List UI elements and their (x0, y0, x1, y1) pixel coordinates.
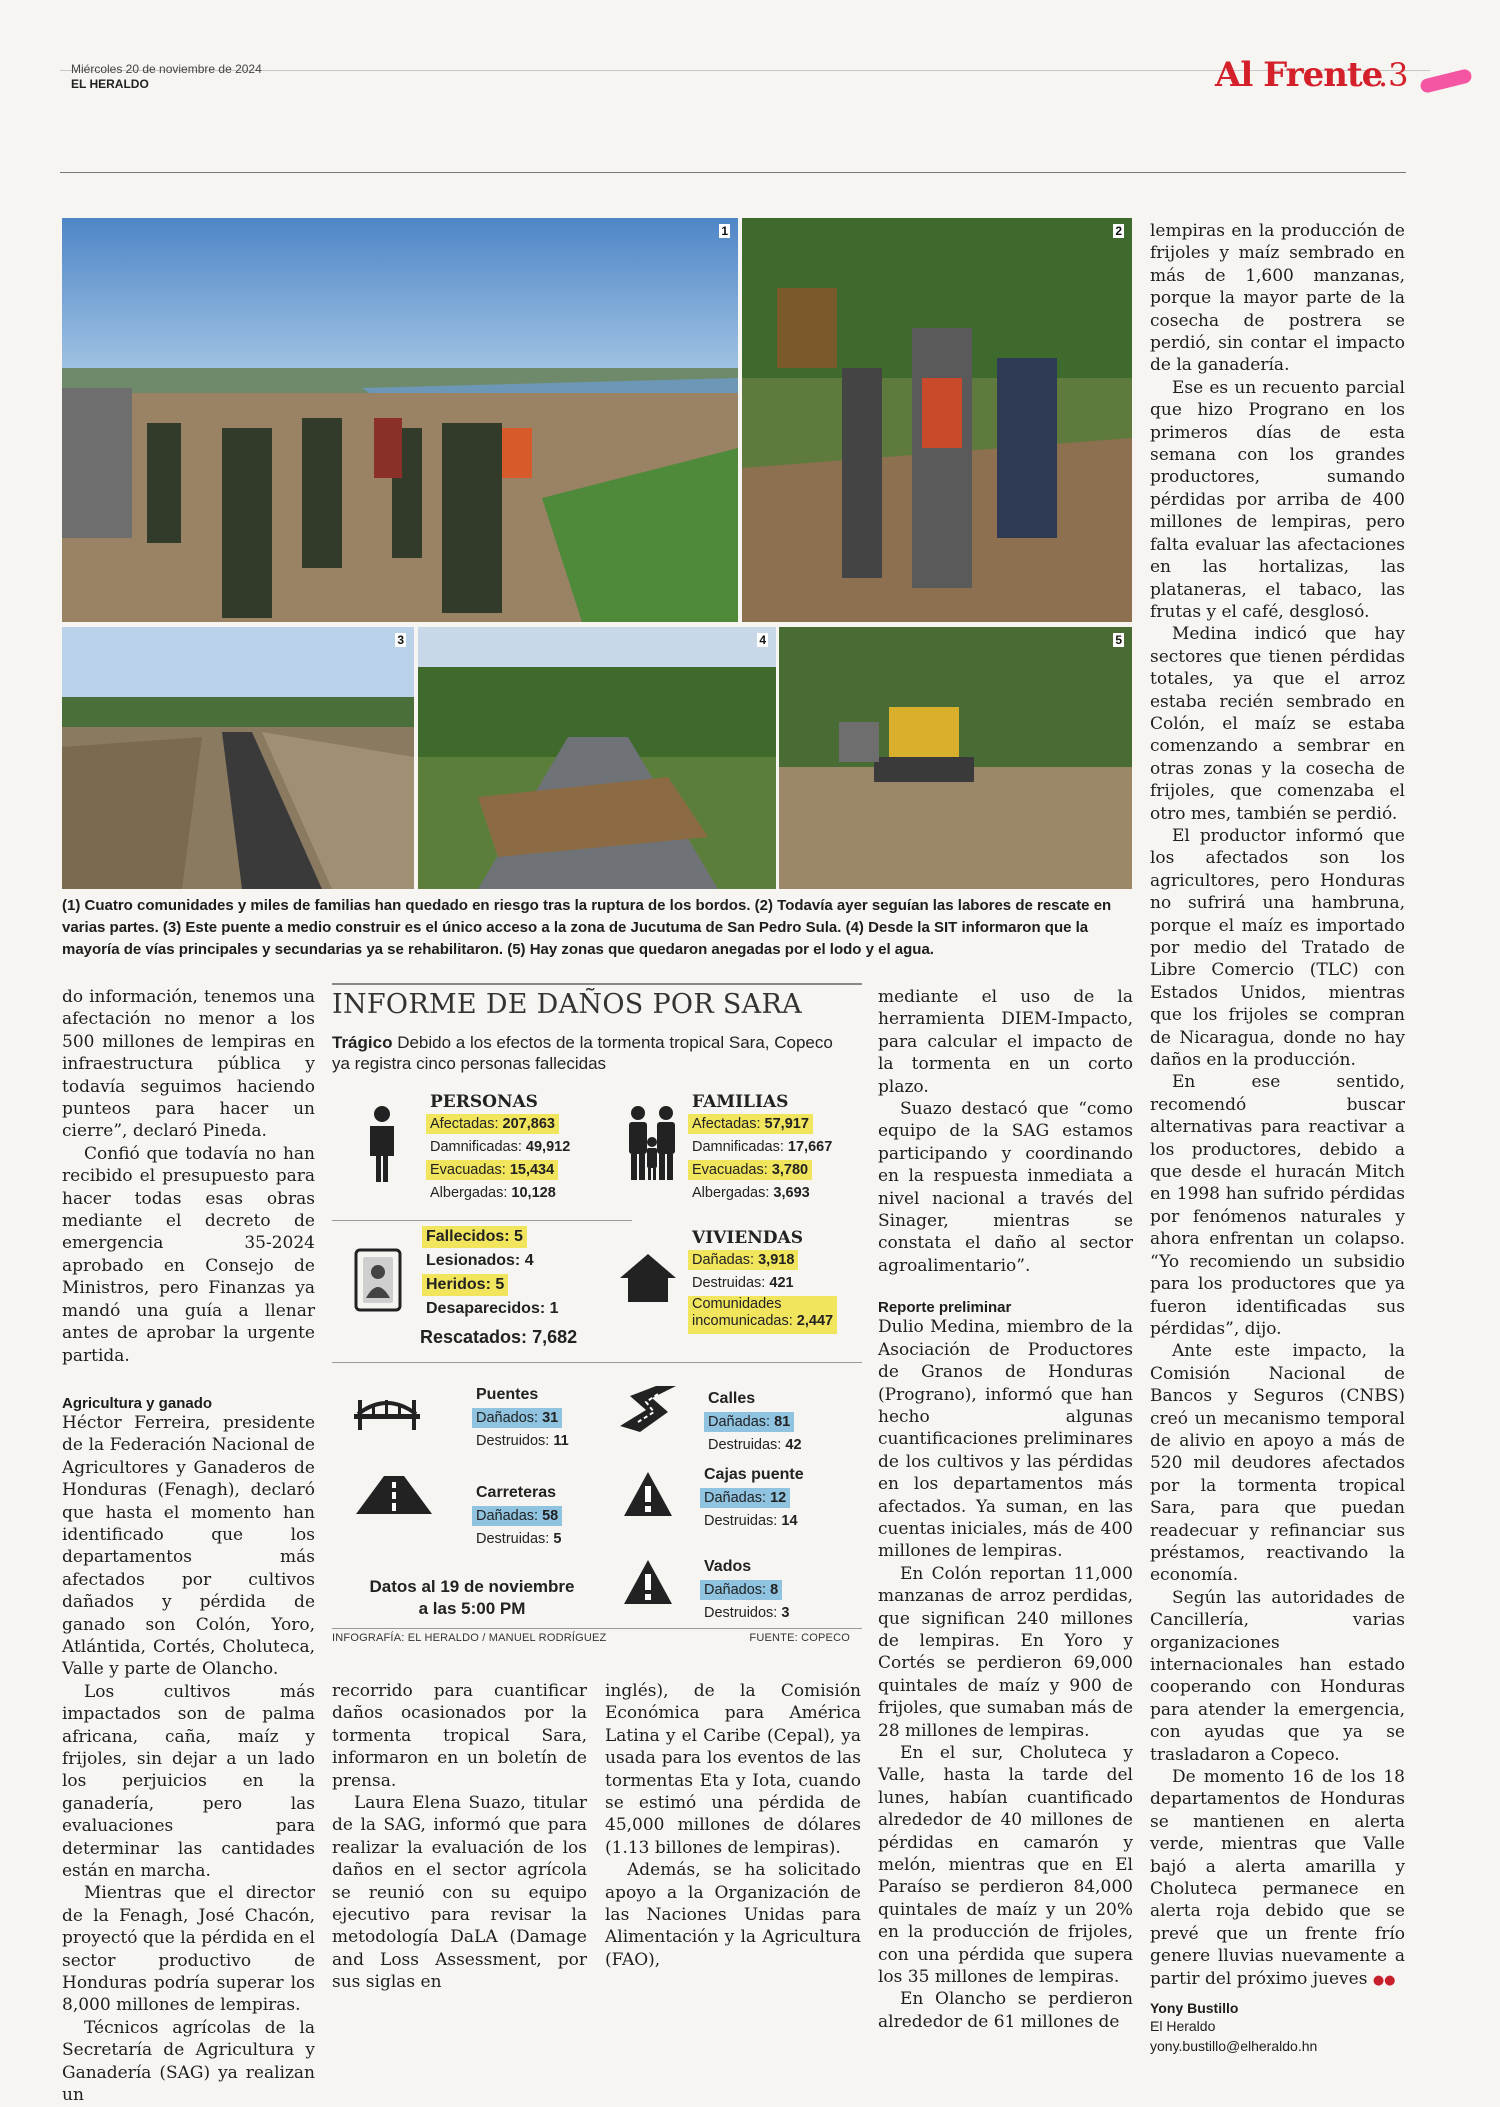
photo-1-flood-soldiers (62, 218, 738, 622)
puentes-title: Puentes (476, 1386, 539, 1403)
author-outlet: El Heraldo (1150, 2018, 1216, 2035)
carreteras-destruidas: Destruidas: 5 (476, 1531, 562, 1547)
personas-albergadas: Albergadas: 10,128 (430, 1185, 556, 1201)
person-icon (360, 1104, 404, 1184)
paragraph: Técnicos agrícolas de la Secretaría de Agricultura y Ganadería (SAG) ya realizan un (62, 2017, 315, 2106)
familias-evacuadas: Evacuadas: 3,780 (688, 1160, 812, 1180)
paragraph: En Olancho se perdieron alrededor de 61 millones de (878, 1989, 1133, 2032)
rescatados-stat: Rescatados: 7,682 (420, 1327, 578, 1347)
cajas-puente-title: Cajas puente (704, 1466, 804, 1483)
photo-5-bulldozer (779, 627, 1132, 889)
photo-number: 4 (759, 633, 766, 647)
puentes-destruidos: Destruidos: 11 (476, 1433, 569, 1449)
vados-title: Vados (704, 1558, 752, 1575)
vados-danados: Dañados: 8 (700, 1580, 782, 1600)
viviendas-destruidas: Destruidas: 421 (692, 1275, 794, 1291)
infographic-lead (332, 1032, 852, 1074)
vados-destruidos: Destruidos: 3 (704, 1605, 790, 1621)
paragraph: mediante el uso de la herramienta DIEM-Impacto, para calcular el impacto de la tormenta en un corto plazo. (878, 987, 1133, 1097)
paragraph: Medina indicó que hay sectores que tienen pérdidas totales, ya que el arroz estaba recién sembrado en Colón, el maíz se estaba comenzando a sembrar en otras zonas y la cosecha de frijoles, que comenzaba el otro mes, también se perdió. (1150, 624, 1405, 824)
family-icon (624, 1104, 680, 1184)
infographic-top-rule (332, 983, 862, 985)
article-column-5 (1150, 220, 1405, 2055)
paragraph-text: De momento 16 de los 18 departamentos de Honduras se mantienen en alerta verde, mientras que Valle bajó a alerta amarilla y Choluteca permanece en alerta roja debido que se prevé que un frente frío genere lluvias nuevamente a partir del próximo jueves (1150, 1767, 1405, 1989)
article-column-2 (332, 1680, 587, 1993)
page-number: .3 (1378, 56, 1409, 94)
paragraph: Los cultivos más impactados son de palma africana, caña, maíz y frijoles, sin dejar a un lado los perjuicios en la ganadería, pero las evaluaciones para determinar las cantidades están en marcha. (62, 1681, 315, 1882)
personas-title: PERSONAS (430, 1092, 538, 1112)
paragraph: En el sur, Choluteca y Valle, hasta la tarde del lunes, habían cuantificado alrededor de 40 millones de pérdidas en camarón y melón, mientras que en El Paraíso se perdieron 84,000 quintales de maíz y un 20% en la producción de frijoles, con una pérdida que supera los 35 millones de lempiras. (878, 1743, 1133, 1988)
paragraph: Suazo destacó que “como equipo de la SAG estamos participando y coordinando en la respuesta inmediata a nivel nacional a través del Sinager, mientras se constata el daño al sector agroalimentario”. (878, 1099, 1133, 1276)
warning-icon (622, 1470, 674, 1518)
article-column-1 (62, 986, 315, 2106)
street-icon (616, 1384, 680, 1434)
fallecidos-stat: Fallecidos: 5 (422, 1226, 527, 1248)
infographic-credit: INFOGRAFÍA: EL HERALDO / MANUEL RODRÍGUEZ (332, 1632, 607, 1644)
photo-3-bridge (62, 627, 414, 889)
author-email[interactable]: yony.bustillo@elheraldo.hn (1150, 2038, 1318, 2055)
comunidades-incomunicadas: Comunidades incomunicadas: 2,447 (688, 1296, 837, 1334)
photo-4-damaged-road (418, 627, 776, 889)
calles-danadas: Dañadas: 81 (704, 1412, 794, 1432)
paragraph: Laura Elena Suazo, titular de la SAG, informó que para realizar la evaluación de los daños en el sector agrícola se reunió con su equipo ejecutivo para revisar la metodología DaLA (Damage and Loss Assessment, por sus siglas en (332, 1793, 587, 1993)
desaparecidos-stat: Desaparecidos: 1 (426, 1300, 559, 1317)
personas-damnificadas: Damnificadas: 49,912 (430, 1139, 571, 1155)
paragraph: Además, se ha solicitado apoyo a la Organización de las Naciones Unidas para Alimentación y la Agricultura (FAO), (605, 1860, 861, 1970)
personas-afectadas: Afectadas: 207,863 (426, 1114, 559, 1134)
article-column-4 (878, 986, 1133, 2032)
paragraph: inglés), de la Comisión Económica para América Latina y el Caribe (Cepal), ya usada para los eventos de las tormentas Eta y Iota, cuando se estimó una pérdida de 45,000 millones de dólares (1.13 billones de lempiras). (605, 1681, 861, 1858)
paragraph: lempiras en la producción de frijoles y maíz sembrado en más de 1,600 manzanas, porque la mayor parte de la cosecha de postrera se perdió, sin contar el impacto de la ganadería. (1150, 221, 1405, 376)
issue-date: Miércoles 20 de noviembre de 2024 (71, 62, 262, 76)
calles-destruidas: Destruidas: 42 (708, 1437, 802, 1453)
section-title: Al Frente (1215, 55, 1383, 95)
paragraph: Héctor Ferreira, presidente de la Federación Nacional de Agricultores y Ganaderos de Honduras (Fenagh), declaró que hasta el momento han identificado que los departamentos más afectados por cultivos dañados y pérdida de ganado son Colón, Yoro, Atlántida, Cortés, Choluteca, Valle y parte de Olancho. (62, 1412, 315, 1680)
subheading-reporte: Reporte preliminar (878, 1299, 1012, 1317)
paragraph: do información, tenemos una afectación no menor a los 500 millones de lempiras en infraestructura pública y todavía seguimos haciendo punteos para hacer un cierre”, declaró Pineda. (62, 987, 315, 1142)
divider (332, 1220, 632, 1221)
paragraph: Ese es un recuento parcial que hizo Prograno en los primeros días de esta semana con los grandes productores, sumando pérdidas por arriba de 400 millones de lempiras, pero falta evaluar las afectaciones en las hortalizas, las plataneras, el tabaco, las frutas y el café, desglosó. (1150, 377, 1405, 622)
paragraph: Confió que todavía no han recibido el presupuesto para hacer todas esas obras mediante el decreto de emergencia 35-2024 aprobado en Consejo de Ministros, pero Finanzas ya mandó una guía a llenar antes de aprobar la urgente partida. (62, 1143, 315, 1366)
lesionados-stat: Lesionados: 4 (426, 1252, 534, 1269)
author-name: Yony Bustillo (1150, 2000, 1239, 2017)
portrait-frame-icon (354, 1248, 402, 1312)
calles-title: Calles (708, 1390, 756, 1407)
paragraph: En ese sentido, recomendó buscar alternativas para reactivar a los productores, debido a que desde el huracán Mitch en 1998 han sufrido pérdidas por fenómenos naturales y ahora enfrentan un colapso. “Yo recomiendo un subsidio para los productores que ya fueron identificadas sus pérdidas”, dijo. (1150, 1072, 1405, 1339)
photo-number: 2 (1115, 224, 1122, 238)
paragraph: Mientras que el director de la Fenagh, José Chacón, proyectó que la pérdida en el sector productivo de Honduras podría superar los 8,000 millones de lempiras. (62, 1883, 315, 2016)
paragraph: El productor informó que los afectados son los agricultores, pero Honduras no sufrirá una hambruna, porque el maíz es importado por medio del Tratado de Libre Comercio (TLC) con Estados Unidos, mientras que los frijoles se compran de Nicaragua, donde no hay daños en la producción. (1150, 825, 1405, 1071)
viviendas-title: VIVIENDAS (692, 1228, 803, 1248)
photo-number: 1 (721, 224, 728, 238)
familias-afectadas: Afectadas: 57,917 (688, 1114, 813, 1134)
infographic-source: FUENTE: COPECO (749, 1632, 850, 1644)
familias-title: FAMILIAS (692, 1092, 789, 1112)
paragraph (1150, 1766, 1405, 1992)
subheading-agricultura: Agricultura y ganado (62, 1394, 213, 1412)
warning-icon (622, 1558, 674, 1606)
carreteras-title: Carreteras (476, 1484, 557, 1501)
infographic-damage-report (332, 980, 862, 1650)
divider (332, 1628, 862, 1629)
newspaper-name: EL HERALDO (71, 77, 149, 91)
highway-icon (354, 1474, 434, 1516)
paragraph: Según las autoridades de Cancillería, varias organizaciones internacionales han estado cooperando con Honduras para atender la emergencia, con ayudas que ya se trasladaron a Copeco. (1150, 1587, 1405, 1765)
data-date-note: Datos al 19 de noviembre a las 5:00 PM (369, 1577, 575, 1618)
cajas-danadas: Dañadas: 12 (700, 1488, 790, 1508)
header-bottom-rule (60, 172, 1406, 173)
highlighter-mark (1419, 68, 1473, 94)
lead-text: Debido a los efectos de la tormenta tropical Sara, Copeco ya registra cinco personas fallecidas (332, 1033, 833, 1073)
familias-damnificadas: Damnificadas: 17,667 (692, 1139, 833, 1155)
puentes-danados: Dañados: 31 (472, 1408, 562, 1428)
paragraph: Dulio Medina, miembro de la Asociación de Productores de Granos de Honduras (Prograno), informó que han hecho algunas cuantificaciones preliminares de los cultivos y las pérdidas en los departamentos más afectados. Ya suman, en las cuentas iniciales, más de 400 millones de lempiras. (878, 1317, 1133, 1562)
photo-number: 5 (1115, 633, 1122, 647)
bridge-icon (352, 1392, 422, 1432)
heridos-stat: Heridos: 5 (422, 1274, 508, 1296)
lead-kicker: Trágico (332, 1033, 393, 1052)
personas-evacuadas: Evacuadas: 15,434 (426, 1160, 558, 1180)
divider (332, 1362, 862, 1363)
house-icon (618, 1252, 678, 1304)
viviendas-danadas: Dañadas: 3,918 (688, 1250, 798, 1270)
paragraph: Ante este impacto, la Comisión Nacional de Bancos y Seguros (CNBS) creó un mecanismo temporal de alivio en apoyo a más de 520 mil deudores afectados por la tormenta tropical Sara, para que puedan readecuar y refinanciar sus préstamos, reactivando la economía. (1150, 1341, 1405, 1586)
photo-number: 3 (397, 633, 404, 647)
familias-albergadas: Albergadas: 3,693 (692, 1185, 810, 1201)
paragraph: En Colón reportan 11,000 manzanas de arroz perdidas, que significan 240 millones de lempiras. En Yoro y Cortés se perdieron 69,000 quintales de maíz y 900 de frijoles, que sumaban más de 28 millones de lempiras. (878, 1563, 1133, 1741)
photo-caption: (1) Cuatro comunidades y miles de familias han quedado en riesgo tras la ruptura de los bordos. (2) Todavía ayer seguían las labores de rescate en varias partes. (3) Este puente a medio construir es el único acceso a la zona de Jucutuma de San Pedro Sula. (4) Desde la SIT informaron que la mayoría de vías principales y secundarias ya se rehabilitaron. (5) Hay zonas que quedaron anegadas por el lodo y el agua. (62, 897, 1112, 958)
paragraph: recorrido para cuantificar daños ocasionados por la tormenta tropical Sara, informaron en un boletín de prensa. (332, 1681, 587, 1791)
end-mark-icon: ●● (1372, 1972, 1396, 1988)
carreteras-danadas: Dañadas: 58 (472, 1506, 562, 1526)
article-column-3 (605, 1680, 861, 1970)
cajas-destruidas: Destruidas: 14 (704, 1513, 798, 1529)
photo-2-rescue (742, 218, 1132, 622)
infographic-title: INFORME DE DAÑOS POR SARA (332, 989, 802, 1020)
